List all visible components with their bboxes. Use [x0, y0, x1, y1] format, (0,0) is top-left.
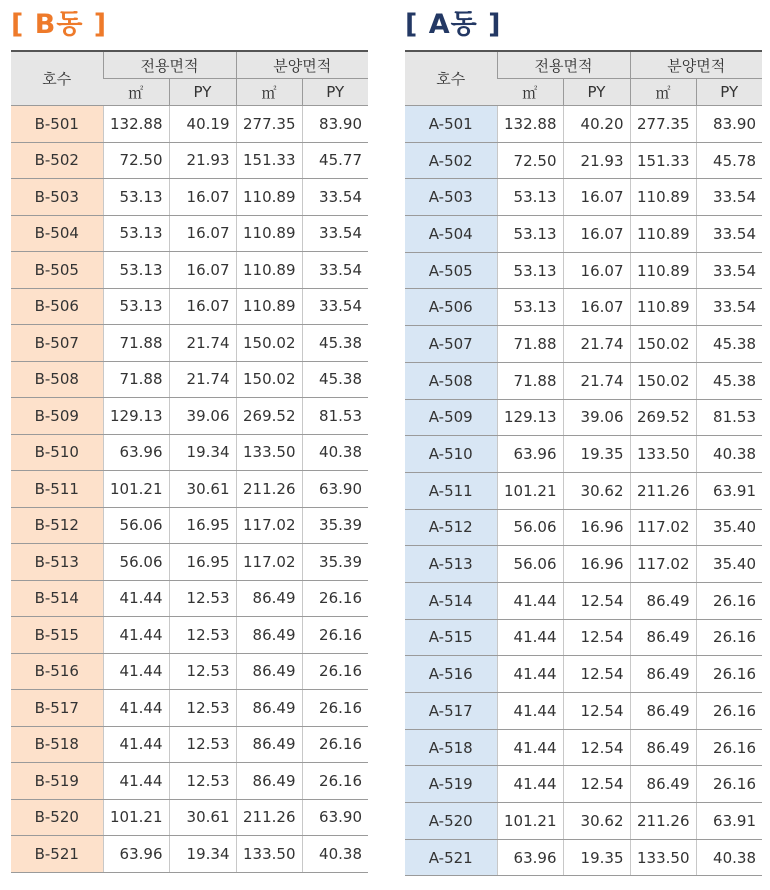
exclusive-sqm-cell: 129.13 [103, 398, 169, 435]
exclusive-sqm-cell: 72.50 [497, 142, 563, 179]
supply-sqm-cell: 117.02 [236, 507, 302, 544]
unit-number-cell: B-515 [11, 617, 103, 654]
supply-sqm-cell: 211.26 [630, 472, 696, 509]
unit-number-cell: B-517 [11, 690, 103, 727]
unit-number-cell: A-510 [405, 436, 497, 473]
exclusive-py-cell: 30.62 [563, 472, 630, 509]
exclusive-sqm-cell: 63.96 [103, 836, 169, 873]
exclusive-py-cell: 39.06 [169, 398, 236, 435]
table-row [11, 617, 368, 654]
unit-number-cell: B-514 [11, 580, 103, 617]
supply-sqm-header: ㎡ [630, 79, 696, 106]
unit-number-cell: B-518 [11, 726, 103, 763]
exclusive-py-cell: 40.20 [563, 106, 630, 143]
exclusive-py-cell: 21.74 [169, 325, 236, 362]
exclusive-sqm-cell: 41.44 [497, 766, 563, 803]
unit-number-cell: B-516 [11, 653, 103, 690]
supply-sqm-cell: 110.89 [236, 215, 302, 252]
table-row [405, 509, 762, 546]
exclusive-py-cell: 40.19 [169, 106, 236, 143]
table-row [405, 582, 762, 619]
supply-sqm-cell: 86.49 [630, 766, 696, 803]
unit-number-cell: B-512 [11, 507, 103, 544]
exclusive-sqm-cell: 132.88 [103, 106, 169, 143]
table-row [405, 289, 762, 326]
supply-sqm-cell: 86.49 [630, 729, 696, 766]
table-row [405, 106, 762, 143]
table-row [11, 580, 368, 617]
supply-sqm-cell: 110.89 [236, 179, 302, 216]
supply-py-cell: 26.16 [302, 726, 368, 763]
building-a-table [405, 50, 762, 876]
unit-number-cell: A-502 [405, 142, 497, 179]
supply-py-cell: 35.40 [696, 509, 762, 546]
table-row [11, 179, 368, 216]
exclusive-py-cell: 16.96 [563, 509, 630, 546]
supply-py-cell: 45.38 [302, 325, 368, 362]
supply-py-cell: 26.16 [302, 653, 368, 690]
building-a-title: [ A동 ] [405, 9, 502, 40]
exclusive-area-header: 전용면적 [497, 51, 630, 79]
supply-py-cell: 45.38 [302, 361, 368, 398]
exclusive-sqm-cell: 41.44 [497, 656, 563, 693]
supply-py-cell: 63.91 [696, 472, 762, 509]
supply-py-cell: 45.77 [302, 142, 368, 179]
supply-sqm-cell: 150.02 [630, 362, 696, 399]
exclusive-py-cell: 12.54 [563, 729, 630, 766]
supply-py-cell: 35.39 [302, 507, 368, 544]
exclusive-sqm-cell: 71.88 [497, 326, 563, 363]
supply-py-cell: 81.53 [696, 399, 762, 436]
table-row [405, 216, 762, 253]
supply-py-cell: 45.78 [696, 142, 762, 179]
table-row [11, 434, 368, 471]
supply-area-header: 분양면적 [236, 51, 368, 79]
exclusive-sqm-cell: 129.13 [497, 399, 563, 436]
building-b-title: [ B동 ] [11, 9, 108, 40]
supply-sqm-cell: 150.02 [630, 326, 696, 363]
exclusive-py-cell: 16.07 [169, 252, 236, 289]
supply-sqm-cell: 86.49 [236, 763, 302, 800]
table-row [405, 729, 762, 766]
table-row [11, 361, 368, 398]
exclusive-sqm-cell: 53.13 [103, 215, 169, 252]
unit-number-cell: B-511 [11, 471, 103, 508]
exclusive-py-cell: 30.61 [169, 799, 236, 836]
supply-py-cell: 33.54 [302, 252, 368, 289]
table-row [11, 653, 368, 690]
supply-py-cell: 26.16 [302, 763, 368, 800]
supply-py-cell: 33.54 [696, 179, 762, 216]
table-row [405, 656, 762, 693]
exclusive-py-cell: 12.54 [563, 619, 630, 656]
unit-number-cell: A-516 [405, 656, 497, 693]
exclusive-area-header: 전용면적 [103, 51, 236, 79]
supply-sqm-cell: 110.89 [630, 216, 696, 253]
table-row [11, 690, 368, 727]
exclusive-py-cell: 12.53 [169, 726, 236, 763]
supply-sqm-cell: 150.02 [236, 361, 302, 398]
supply-sqm-cell: 133.50 [630, 436, 696, 473]
exclusive-sqm-cell: 56.06 [103, 544, 169, 581]
building-a-panel [405, 0, 762, 876]
table-row [405, 179, 762, 216]
unit-number-cell: B-502 [11, 142, 103, 179]
supply-sqm-cell: 117.02 [630, 546, 696, 583]
exclusive-sqm-cell: 101.21 [497, 803, 563, 840]
exclusive-sqm-cell: 41.44 [497, 582, 563, 619]
exclusive-py-cell: 30.61 [169, 471, 236, 508]
supply-sqm-cell: 133.50 [236, 836, 302, 873]
exclusive-sqm-cell: 101.21 [103, 471, 169, 508]
unit-number-cell: B-505 [11, 252, 103, 289]
unit-number-cell: A-514 [405, 582, 497, 619]
exclusive-py-cell: 30.62 [563, 803, 630, 840]
unit-number-cell: A-504 [405, 216, 497, 253]
supply-py-cell: 45.38 [696, 362, 762, 399]
table-row [11, 288, 368, 325]
table-row [11, 471, 368, 508]
exclusive-sqm-cell: 56.06 [103, 507, 169, 544]
exclusive-py-cell: 12.54 [563, 693, 630, 730]
exclusive-sqm-cell: 41.44 [103, 653, 169, 690]
supply-sqm-cell: 86.49 [236, 653, 302, 690]
exclusive-py-cell: 19.35 [563, 436, 630, 473]
supply-sqm-cell: 211.26 [236, 471, 302, 508]
unit-number-cell: A-508 [405, 362, 497, 399]
exclusive-py-cell: 12.54 [563, 656, 630, 693]
supply-sqm-cell: 133.50 [630, 839, 696, 876]
table-row [11, 726, 368, 763]
table-row [405, 766, 762, 803]
table-row [405, 619, 762, 656]
table-row [11, 215, 368, 252]
unit-number-cell: A-521 [405, 839, 497, 876]
exclusive-sqm-cell: 41.44 [103, 763, 169, 800]
exclusive-py-cell: 39.06 [563, 399, 630, 436]
exclusive-py-cell: 19.34 [169, 434, 236, 471]
table-row [11, 544, 368, 581]
supply-sqm-cell: 277.35 [236, 106, 302, 143]
supply-sqm-cell: 110.89 [630, 289, 696, 326]
unit-number-cell: B-508 [11, 361, 103, 398]
exclusive-sqm-cell: 56.06 [497, 546, 563, 583]
unit-number-cell: B-507 [11, 325, 103, 362]
table-row [11, 142, 368, 179]
exclusive-sqm-header: ㎡ [497, 79, 563, 106]
supply-sqm-cell: 86.49 [236, 726, 302, 763]
supply-py-cell: 33.54 [696, 216, 762, 253]
unit-number-cell: B-513 [11, 544, 103, 581]
exclusive-sqm-cell: 63.96 [497, 839, 563, 876]
supply-sqm-cell: 110.89 [630, 179, 696, 216]
table-row [11, 836, 368, 873]
supply-sqm-cell: 117.02 [236, 544, 302, 581]
supply-py-cell: 63.90 [302, 799, 368, 836]
supply-sqm-cell: 86.49 [236, 580, 302, 617]
supply-py-cell: 26.16 [302, 690, 368, 727]
exclusive-py-cell: 16.07 [563, 289, 630, 326]
table-row [405, 436, 762, 473]
exclusive-py-cell: 16.95 [169, 544, 236, 581]
supply-sqm-cell: 110.89 [630, 252, 696, 289]
unit-number-cell: B-509 [11, 398, 103, 435]
table-row [11, 763, 368, 800]
exclusive-sqm-cell: 101.21 [497, 472, 563, 509]
supply-sqm-cell: 110.89 [236, 288, 302, 325]
supply-sqm-cell: 269.52 [236, 398, 302, 435]
exclusive-py-cell: 12.53 [169, 690, 236, 727]
exclusive-sqm-cell: 53.13 [103, 179, 169, 216]
table-row [405, 839, 762, 876]
exclusive-py-cell: 21.74 [169, 361, 236, 398]
exclusive-py-header: PY [563, 79, 630, 106]
unit-number-cell: A-515 [405, 619, 497, 656]
exclusive-sqm-cell: 41.44 [103, 580, 169, 617]
supply-sqm-cell: 86.49 [236, 690, 302, 727]
table-row [405, 252, 762, 289]
supply-sqm-cell: 150.02 [236, 325, 302, 362]
exclusive-py-cell: 16.07 [169, 179, 236, 216]
table-row [405, 472, 762, 509]
supply-py-cell: 63.91 [696, 803, 762, 840]
supply-sqm-cell: 277.35 [630, 106, 696, 143]
unit-number-cell: B-501 [11, 106, 103, 143]
table-row [11, 799, 368, 836]
exclusive-sqm-cell: 41.44 [497, 619, 563, 656]
exclusive-py-cell: 12.54 [563, 582, 630, 619]
supply-py-cell: 83.90 [696, 106, 762, 143]
supply-py-cell: 26.16 [696, 729, 762, 766]
exclusive-sqm-cell: 56.06 [497, 509, 563, 546]
unit-number-cell: A-520 [405, 803, 497, 840]
unit-number-cell: B-520 [11, 799, 103, 836]
supply-py-cell: 26.16 [696, 766, 762, 803]
unit-number-cell: A-501 [405, 106, 497, 143]
exclusive-sqm-cell: 71.88 [497, 362, 563, 399]
unit-number-cell: A-512 [405, 509, 497, 546]
supply-sqm-cell: 151.33 [630, 142, 696, 179]
table-row [11, 325, 368, 362]
table-row [11, 507, 368, 544]
supply-py-cell: 33.54 [696, 252, 762, 289]
supply-py-cell: 40.38 [696, 436, 762, 473]
table-row [11, 106, 368, 143]
exclusive-py-cell: 16.07 [563, 216, 630, 253]
supply-sqm-cell: 86.49 [630, 656, 696, 693]
supply-sqm-cell: 86.49 [236, 617, 302, 654]
exclusive-sqm-cell: 53.13 [497, 216, 563, 253]
unit-number-cell: A-511 [405, 472, 497, 509]
exclusive-py-cell: 19.35 [563, 839, 630, 876]
unit-number-cell: B-510 [11, 434, 103, 471]
exclusive-py-cell: 12.53 [169, 617, 236, 654]
table-row [405, 362, 762, 399]
exclusive-sqm-cell: 132.88 [497, 106, 563, 143]
table-row [405, 546, 762, 583]
supply-sqm-cell: 133.50 [236, 434, 302, 471]
supply-py-cell: 26.16 [302, 617, 368, 654]
table-row [405, 693, 762, 730]
table-row [11, 252, 368, 289]
table-row [11, 398, 368, 435]
supply-py-cell: 63.90 [302, 471, 368, 508]
supply-py-cell: 26.16 [696, 693, 762, 730]
exclusive-sqm-cell: 53.13 [497, 252, 563, 289]
exclusive-py-cell: 16.96 [563, 546, 630, 583]
supply-py-cell: 26.16 [302, 580, 368, 617]
unit-number-cell: A-507 [405, 326, 497, 363]
exclusive-py-cell: 21.93 [169, 142, 236, 179]
unit-number-cell: A-517 [405, 693, 497, 730]
unit-number-cell: A-505 [405, 252, 497, 289]
exclusive-sqm-cell: 53.13 [103, 252, 169, 289]
exclusive-sqm-cell: 41.44 [497, 729, 563, 766]
exclusive-py-cell: 19.34 [169, 836, 236, 873]
exclusive-sqm-cell: 41.44 [103, 726, 169, 763]
exclusive-py-cell: 16.07 [563, 252, 630, 289]
unit-number-cell: B-519 [11, 763, 103, 800]
unit-number-cell: B-521 [11, 836, 103, 873]
unit-header: 호수 [11, 51, 103, 106]
supply-py-cell: 26.16 [696, 619, 762, 656]
table-row [405, 803, 762, 840]
exclusive-sqm-cell: 101.21 [103, 799, 169, 836]
exclusive-py-cell: 12.54 [563, 766, 630, 803]
supply-py-cell: 83.90 [302, 106, 368, 143]
supply-py-cell: 26.16 [696, 582, 762, 619]
supply-py-cell: 33.54 [302, 215, 368, 252]
exclusive-sqm-cell: 53.13 [497, 179, 563, 216]
exclusive-sqm-cell: 71.88 [103, 325, 169, 362]
exclusive-py-cell: 16.07 [563, 179, 630, 216]
exclusive-sqm-cell: 41.44 [103, 690, 169, 727]
supply-sqm-cell: 151.33 [236, 142, 302, 179]
unit-number-cell: B-504 [11, 215, 103, 252]
supply-sqm-cell: 86.49 [630, 619, 696, 656]
supply-py-cell: 33.54 [302, 179, 368, 216]
supply-py-cell: 40.38 [696, 839, 762, 876]
table-row [405, 326, 762, 363]
supply-sqm-cell: 117.02 [630, 509, 696, 546]
exclusive-sqm-cell: 41.44 [103, 617, 169, 654]
exclusive-py-cell: 12.53 [169, 580, 236, 617]
exclusive-py-cell: 12.53 [169, 763, 236, 800]
supply-py-cell: 40.38 [302, 836, 368, 873]
exclusive-py-cell: 21.74 [563, 326, 630, 363]
supply-py-cell: 45.38 [696, 326, 762, 363]
supply-sqm-cell: 86.49 [630, 693, 696, 730]
supply-py-header: PY [302, 79, 368, 106]
supply-sqm-cell: 211.26 [236, 799, 302, 836]
supply-sqm-cell: 86.49 [630, 582, 696, 619]
exclusive-sqm-cell: 71.88 [103, 361, 169, 398]
building-b-table [11, 50, 368, 873]
exclusive-sqm-cell: 53.13 [497, 289, 563, 326]
exclusive-sqm-cell: 72.50 [103, 142, 169, 179]
unit-number-cell: A-513 [405, 546, 497, 583]
unit-header: 호수 [405, 51, 497, 106]
exclusive-py-cell: 12.53 [169, 653, 236, 690]
exclusive-sqm-cell: 63.96 [497, 436, 563, 473]
unit-number-cell: A-506 [405, 289, 497, 326]
supply-py-cell: 35.40 [696, 546, 762, 583]
exclusive-py-cell: 16.07 [169, 215, 236, 252]
exclusive-sqm-header: ㎡ [103, 79, 169, 106]
exclusive-sqm-cell: 41.44 [497, 693, 563, 730]
unit-number-cell: A-519 [405, 766, 497, 803]
supply-area-header: 분양면적 [630, 51, 762, 79]
unit-number-cell: A-503 [405, 179, 497, 216]
supply-py-cell: 33.54 [302, 288, 368, 325]
supply-py-cell: 35.39 [302, 544, 368, 581]
supply-sqm-cell: 110.89 [236, 252, 302, 289]
unit-number-cell: A-518 [405, 729, 497, 766]
exclusive-py-cell: 16.07 [169, 288, 236, 325]
supply-py-cell: 40.38 [302, 434, 368, 471]
supply-py-cell: 81.53 [302, 398, 368, 435]
unit-number-cell: A-509 [405, 399, 497, 436]
exclusive-py-cell: 21.93 [563, 142, 630, 179]
exclusive-py-header: PY [169, 79, 236, 106]
supply-sqm-cell: 211.26 [630, 803, 696, 840]
supply-py-header: PY [696, 79, 762, 106]
exclusive-sqm-cell: 53.13 [103, 288, 169, 325]
supply-py-cell: 33.54 [696, 289, 762, 326]
unit-number-cell: B-503 [11, 179, 103, 216]
table-row [405, 142, 762, 179]
supply-py-cell: 26.16 [696, 656, 762, 693]
exclusive-sqm-cell: 63.96 [103, 434, 169, 471]
table-row [405, 399, 762, 436]
building-b-panel [11, 0, 368, 873]
exclusive-py-cell: 21.74 [563, 362, 630, 399]
exclusive-py-cell: 16.95 [169, 507, 236, 544]
unit-number-cell: B-506 [11, 288, 103, 325]
supply-sqm-cell: 269.52 [630, 399, 696, 436]
supply-sqm-header: ㎡ [236, 79, 302, 106]
